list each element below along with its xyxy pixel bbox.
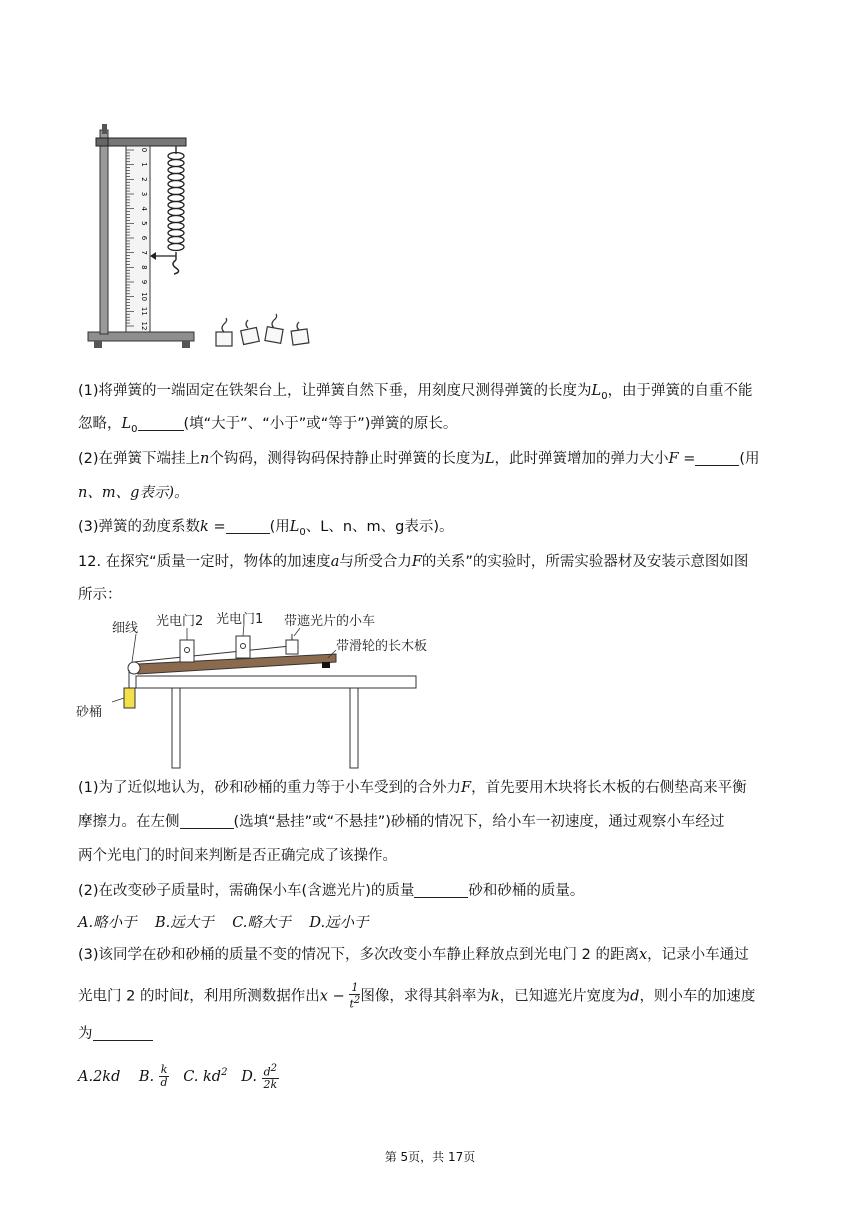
label-board: 带滑轮的长木板	[336, 639, 428, 654]
ruler-tick-label: 5	[140, 221, 148, 226]
q12-part3-line3: 为	[78, 1023, 790, 1045]
q12-options-3: A.2kd B. $\frac{k}{d}$ C. $kd^2$ D. $\frac{d^2}{2k}$	[78, 1062, 278, 1092]
answer-blank[interactable]	[226, 518, 270, 534]
answer-blank[interactable]	[414, 882, 468, 898]
ruler-tick-label: 7	[140, 250, 148, 255]
cart-photogate-figure	[74, 610, 434, 770]
ruler-tick-label: 12	[140, 321, 148, 331]
ruler-tick-label: 11	[140, 306, 148, 316]
q12-part1-line3: 两个光电门的时间来判断是否正确完成了该操作。	[78, 848, 397, 864]
q12-part2: (2)在改变砂子质量时，需确保小车(含遮光片)的质量 砂和砂桶的质量。	[78, 883, 585, 899]
ruler-tick-label: 8	[140, 265, 148, 270]
answer-blank[interactable]	[695, 450, 739, 466]
ruler-tick-label: 4	[140, 206, 148, 211]
ruler-tick-label: 0	[140, 147, 148, 153]
option-d-fraction: $\frac{d^2}{2k}$	[263, 1062, 278, 1092]
q12-intro-line1: 12. 在探究“质量一定时，物体的加速度a与所受合力F的关系”的实验时，所需实验器材及安装示意图如图	[78, 554, 749, 570]
ruler-tick-label: 3	[140, 191, 148, 197]
q12-part1-line1: (1)为了近似地认为，砂和砂桶的重力等于小车受到的合外力F，首先要用木块将长木板的右侧垫高来平衡	[78, 780, 747, 796]
ruler-tick-label: 9	[140, 279, 148, 285]
label-gate2: 光电门2	[156, 614, 204, 629]
q11-part2-line1: (2)在弹簧下端挂上n个钩码，测得钩码保持静止时弹簧的长度为L，此时弹簧增加的弹力大小F = (用	[78, 451, 760, 467]
q12-part3-line2: 光电门 2 的时间t，利用所测数据作出x − $\frac{1}{t^2}$ 图像，求得其斜率为k，已知遮光片宽度为d，则小车的加速度	[78, 981, 756, 1011]
label-gate1: 光电门1	[216, 612, 264, 627]
label-bucket: 砂桶	[76, 705, 103, 720]
answer-blank[interactable]	[93, 1025, 153, 1041]
answer-blank[interactable]	[138, 415, 184, 431]
q12-part3-line1: (3)该同学在砂和砂桶的质量不变的情况下，多次改变小车静止释放点到光电门 2 的距离x，记录小车通过	[78, 947, 749, 963]
q11-part1-line2: 忽略，$L_0$ (填“大于”、“小于”或“等于”)弹簧的原长。	[78, 416, 458, 435]
page-footer: 第 5页，共 17页	[384, 1150, 476, 1164]
q12-part1-line2: 摩擦力。在左侧 (选填“悬挂”或“不悬挂”)砂桶的情况下，给小车一初速度，通过观察小车经过	[78, 814, 725, 830]
label-cart: 带遮光片的小车	[284, 614, 376, 629]
q11-part3: (3)弹簧的劲度系数k = (用$L_0$、L、n、m、g表示)。	[78, 519, 454, 538]
ruler-tick-label: 2	[140, 177, 148, 182]
answer-blank[interactable]	[180, 813, 234, 829]
option-c: kd	[202, 1068, 222, 1085]
option-a: A.2kd	[78, 1068, 121, 1085]
ruler-tick-label: 6	[140, 235, 148, 241]
fraction-1-over-t2: $\frac{1}{t^2}$	[349, 981, 361, 1011]
q11-part1-line1: (1)将弹簧的一端固定在铁架台上，让弹簧自然下垂，用刻度尺测得弹簧的长度为$L_0$，由于弹簧的自重不能	[78, 383, 753, 402]
ruler-tick-label: 10	[140, 292, 148, 302]
q12-options-2: A.略小于 B.远大于 C.略大于 D.远小于	[78, 915, 369, 931]
spring-stand-figure	[86, 118, 326, 358]
q11-part2-line2: n、m、g表示)。	[78, 485, 189, 501]
ruler-tick-label: 1	[140, 162, 148, 167]
label-thread: 细线	[112, 621, 139, 636]
option-b-fraction: $\frac{k}{d}$	[160, 1063, 168, 1090]
q12-intro-line2: 所示：	[78, 587, 122, 603]
